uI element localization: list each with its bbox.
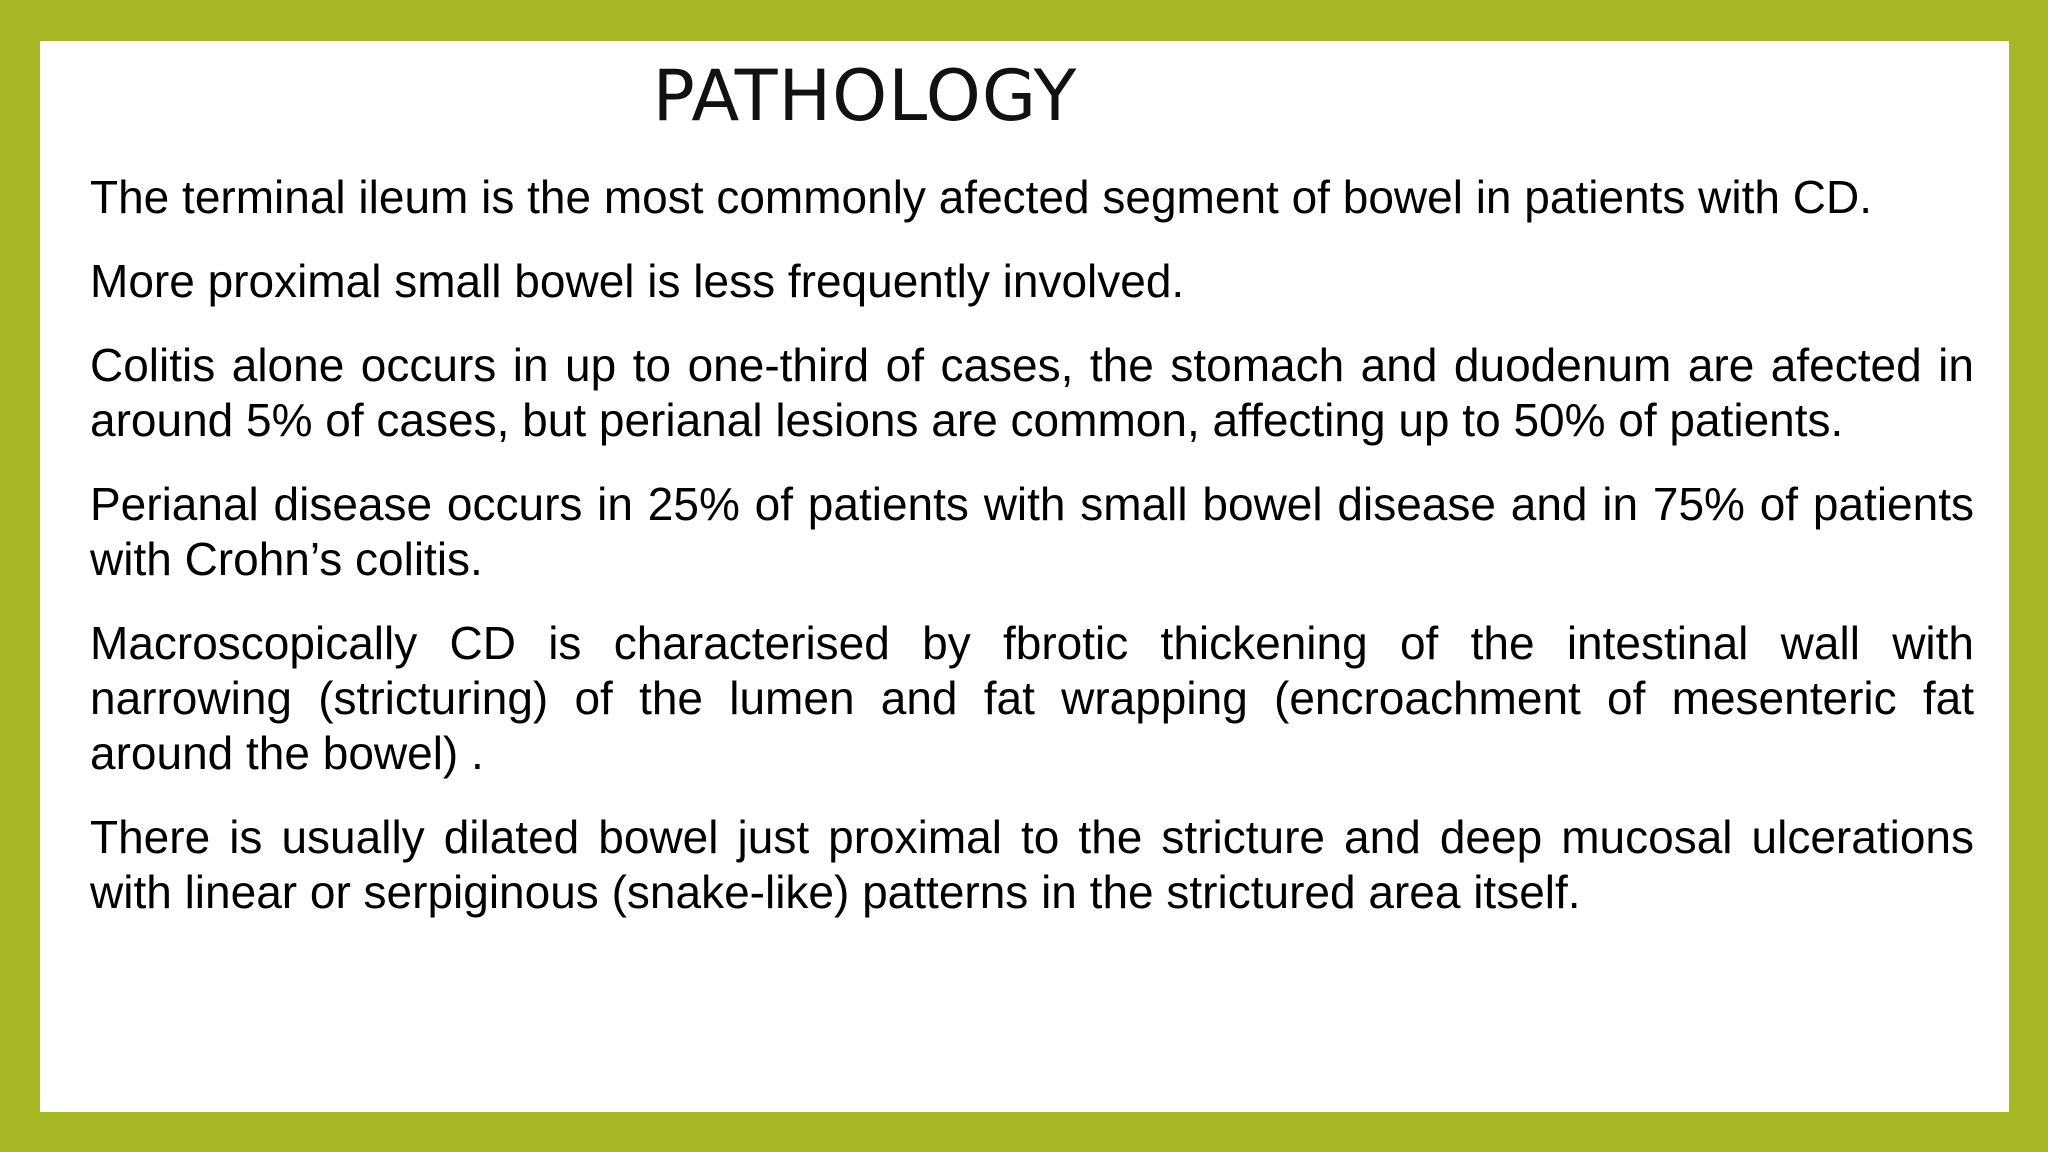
paragraph-colitis: Colitis alone occurs in up to one-third of cases, the stomach and duodenum are afected in around 5% of cases, but perianal lesions are common, affecting up to 50% of patients. <box>90 339 1974 446</box>
paragraph-dilated-bowel: There is usually dilated bowel just proximal to the stricture and deep mucosal ulcerations with linear or serpiginous (snake-like) patterns in the strictured area itself. <box>90 811 1974 918</box>
paragraph-perianal-disease: Perianal disease occurs in 25% of patients with small bowel disease and in 75% of patients with Crohn’s colitis. <box>90 478 1974 585</box>
paragraph-proximal-bowel: More proximal small bowel is less frequently involved. <box>90 255 1185 307</box>
paragraph-terminal-ileum: The terminal ileum is the most commonly afected segment of bowel in patients with CD. <box>90 171 1872 223</box>
slide-title: PATHOLOGY <box>652 55 1078 137</box>
slide-body <box>90 170 1974 949</box>
paragraph-macroscopic: Macroscopically CD is characterised by fbrotic thickening of the intestinal wall with narrowing (stricturing) of the lumen and fat wrapping (encroachment of mesenteric fat around the bowel) . <box>90 617 1974 779</box>
